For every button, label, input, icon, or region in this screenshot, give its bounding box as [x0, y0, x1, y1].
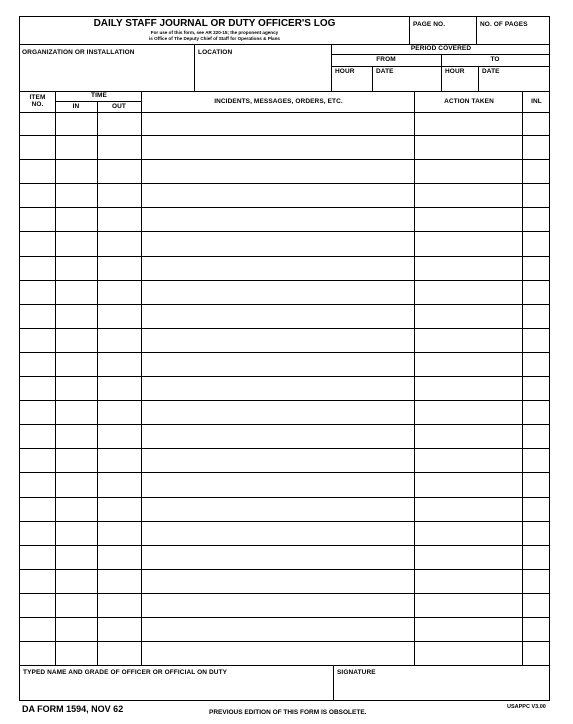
time-out-cell[interactable]	[97, 594, 141, 617]
time-out-cell[interactable]	[97, 377, 141, 400]
action-taken-cell[interactable]	[414, 305, 522, 328]
item-no-cell[interactable]	[20, 401, 55, 424]
signature-field[interactable]	[333, 666, 549, 700]
table-row	[20, 257, 549, 281]
incidents-cell[interactable]	[141, 232, 414, 255]
action-taken-cell[interactable]	[414, 449, 522, 472]
action-taken-cell[interactable]	[414, 257, 522, 280]
time-out-cell[interactable]	[97, 642, 141, 665]
table-row	[20, 473, 549, 497]
incidents-cell[interactable]	[141, 546, 414, 569]
table-row	[20, 449, 549, 473]
action-taken-cell[interactable]	[414, 594, 522, 617]
table-row	[20, 353, 549, 377]
action-taken-cell[interactable]	[414, 208, 522, 231]
inl-cell[interactable]	[522, 401, 549, 424]
action-taken-cell[interactable]	[414, 232, 522, 255]
inl-cell[interactable]	[522, 112, 549, 135]
time-out-cell[interactable]	[97, 473, 141, 496]
inl-cell[interactable]	[522, 618, 549, 641]
inl-cell[interactable]	[522, 353, 549, 376]
table-row	[20, 136, 549, 160]
no-of-pages-label: NO. OF PAGES	[480, 21, 528, 28]
incidents-cell[interactable]	[141, 281, 414, 304]
item-no-cell[interactable]	[20, 570, 55, 593]
table-row	[20, 401, 549, 425]
to-hour-field[interactable]	[441, 66, 478, 91]
table-row	[20, 160, 549, 184]
item-no-cell[interactable]	[20, 305, 55, 328]
organization-field[interactable]	[20, 45, 194, 91]
time-out-cell[interactable]	[97, 257, 141, 280]
action-taken-cell[interactable]	[414, 401, 522, 424]
inl-cell[interactable]	[522, 329, 549, 352]
action-taken-cell[interactable]	[414, 618, 522, 641]
inl-cell[interactable]	[522, 160, 549, 183]
from-label: FROM	[376, 56, 396, 63]
incidents-cell[interactable]	[141, 425, 414, 448]
time-out-cell[interactable]	[97, 329, 141, 352]
item-no-cell[interactable]	[20, 281, 55, 304]
incidents-cell[interactable]	[141, 353, 414, 376]
inl-cell[interactable]	[522, 449, 549, 472]
item-no-cell[interactable]	[20, 160, 55, 183]
time-in-cell[interactable]	[55, 377, 97, 400]
incidents-cell[interactable]	[141, 160, 414, 183]
item-no-cell[interactable]	[20, 522, 55, 545]
action-taken-cell[interactable]	[414, 329, 522, 352]
table-row	[20, 329, 549, 353]
item-no-cell[interactable]	[20, 642, 55, 665]
action-taken-cell[interactable]	[414, 160, 522, 183]
action-taken-cell[interactable]	[414, 473, 522, 496]
time-out-cell[interactable]	[97, 305, 141, 328]
item-no-cell[interactable]	[20, 353, 55, 376]
item-no-cell[interactable]	[20, 425, 55, 448]
time-in-cell[interactable]	[55, 546, 97, 569]
time-in-cell[interactable]	[55, 594, 97, 617]
inl-cell[interactable]	[522, 208, 549, 231]
time-out-cell[interactable]	[97, 570, 141, 593]
time-out-cell[interactable]	[97, 208, 141, 231]
page-no-label: PAGE NO.	[413, 21, 446, 28]
time-in-cell[interactable]	[55, 618, 97, 641]
action-taken-cell[interactable]	[414, 184, 522, 207]
incidents-label: INCIDENTS, MESSAGES, ORDERS, ETC.	[214, 98, 343, 105]
incidents-cell[interactable]	[141, 618, 414, 641]
organization-label: ORGANIZATION OR INSTALLATION	[22, 49, 135, 56]
table-row	[20, 208, 549, 232]
incidents-cell[interactable]	[141, 522, 414, 545]
action-taken-cell[interactable]	[414, 642, 522, 665]
incidents-cell[interactable]	[141, 570, 414, 593]
incidents-cell[interactable]	[141, 594, 414, 617]
time-in-cell[interactable]	[55, 425, 97, 448]
from-hour-label: HOUR	[335, 68, 355, 75]
inl-cell[interactable]	[522, 377, 549, 400]
item-no-cell[interactable]	[20, 594, 55, 617]
action-taken-cell[interactable]	[414, 112, 522, 135]
time-in-cell[interactable]	[55, 184, 97, 207]
incidents-cell[interactable]	[141, 305, 414, 328]
typed-name-field[interactable]	[20, 666, 333, 700]
time-out-cell[interactable]	[97, 449, 141, 472]
time-out-cell[interactable]	[97, 498, 141, 521]
to-date-field[interactable]	[478, 66, 549, 91]
item-no-cell[interactable]	[20, 377, 55, 400]
time-in-cell[interactable]	[55, 208, 97, 231]
time-in-cell[interactable]	[55, 401, 97, 424]
item-no-header	[20, 91, 55, 112]
to-date-label: DATE	[482, 68, 500, 75]
item-no-cell[interactable]	[20, 449, 55, 472]
to-hour-label: HOUR	[445, 68, 465, 75]
item-no-cell[interactable]	[20, 498, 55, 521]
inl-label: INL	[531, 98, 542, 105]
journal-rows	[20, 112, 549, 666]
time-in-cell[interactable]	[55, 112, 97, 135]
time-in-cell[interactable]	[55, 473, 97, 496]
action-taken-cell[interactable]	[414, 425, 522, 448]
time-in-cell[interactable]	[55, 281, 97, 304]
incidents-cell[interactable]	[141, 377, 414, 400]
incidents-cell[interactable]	[141, 449, 414, 472]
table-row	[20, 642, 549, 666]
time-in-cell[interactable]	[55, 160, 97, 183]
table-row	[20, 184, 549, 208]
inl-cell[interactable]	[522, 257, 549, 280]
typed-name-label: TYPED NAME AND GRADE OF OFFICER OR OFFICIAL ON DUTY	[23, 669, 228, 676]
from-date-field[interactable]	[372, 66, 441, 91]
title-block	[20, 17, 409, 45]
action-taken-cell[interactable]	[414, 136, 522, 159]
page-no-field[interactable]	[409, 17, 476, 45]
time-label: TIME	[91, 92, 107, 99]
to-label: TO	[490, 56, 500, 63]
time-in-cell[interactable]	[55, 257, 97, 280]
item-no-cell[interactable]	[20, 257, 55, 280]
time-out-cell[interactable]	[97, 546, 141, 569]
item-no-cell[interactable]	[20, 208, 55, 231]
incidents-cell[interactable]	[141, 112, 414, 135]
table-row	[20, 281, 549, 305]
time-in-cell[interactable]	[55, 449, 97, 472]
action-taken-cell[interactable]	[414, 498, 522, 521]
incidents-cell[interactable]	[141, 498, 414, 521]
action-taken-cell[interactable]	[414, 570, 522, 593]
incidents-cell[interactable]	[141, 257, 414, 280]
incidents-cell[interactable]	[141, 136, 414, 159]
inl-cell[interactable]	[522, 473, 549, 496]
table-row	[20, 570, 549, 594]
form-title: DAILY STAFF JOURNAL OR DUTY OFFICER'S LOG	[93, 18, 336, 29]
table-row	[20, 546, 549, 570]
inl-cell[interactable]	[522, 184, 549, 207]
period-covered-label: PERIOD COVERED	[410, 45, 472, 52]
action-taken-cell[interactable]	[414, 281, 522, 304]
action-taken-cell[interactable]	[414, 377, 522, 400]
action-taken-cell[interactable]	[414, 522, 522, 545]
item-no-cell[interactable]	[20, 546, 55, 569]
table-row	[20, 377, 549, 401]
time-out-cell[interactable]	[97, 232, 141, 255]
inl-cell[interactable]	[522, 425, 549, 448]
item-no-cell[interactable]	[20, 136, 55, 159]
version-label: USAPPC V3.00	[507, 704, 546, 710]
item-no-label-line1: ITEM	[29, 94, 46, 101]
item-no-cell[interactable]	[20, 618, 55, 641]
time-out-cell[interactable]	[97, 136, 141, 159]
from-hour-field[interactable]	[331, 66, 372, 91]
item-no-cell[interactable]	[20, 232, 55, 255]
time-out-cell[interactable]	[97, 160, 141, 183]
incidents-cell[interactable]	[141, 642, 414, 665]
obsolete-notice: PREVIOUS EDITION OF THIS FORM IS OBSOLETE.	[209, 709, 367, 716]
time-out-cell[interactable]	[97, 618, 141, 641]
location-label: LOCATION	[198, 49, 233, 56]
form-subtitle-2: is Office of The Deputy Chief of Staff for Operations & Plans	[149, 36, 280, 41]
form-subtitle-1: For use of this form, see AR 220-15; the proponent agency	[150, 30, 279, 35]
table-row	[20, 618, 549, 642]
table-row	[20, 232, 549, 256]
action-taken-cell[interactable]	[414, 546, 522, 569]
incidents-cell[interactable]	[141, 208, 414, 231]
time-in-cell[interactable]	[55, 498, 97, 521]
time-in-cell[interactable]	[55, 329, 97, 352]
time-out-cell[interactable]	[97, 353, 141, 376]
incidents-cell[interactable]	[141, 401, 414, 424]
inl-cell[interactable]	[522, 281, 549, 304]
journal-form	[19, 16, 550, 701]
form-id: DA FORM 1594, NOV 62	[22, 704, 124, 714]
time-out-cell[interactable]	[97, 522, 141, 545]
inl-cell[interactable]	[522, 498, 549, 521]
inl-cell[interactable]	[522, 232, 549, 255]
incidents-cell[interactable]	[141, 184, 414, 207]
time-in-cell[interactable]	[55, 353, 97, 376]
location-field[interactable]	[194, 45, 331, 91]
time-out-cell[interactable]	[97, 425, 141, 448]
from-date-label: DATE	[376, 68, 394, 75]
item-no-cell[interactable]	[20, 473, 55, 496]
time-out-cell[interactable]	[97, 281, 141, 304]
item-no-label-line2: NO.	[31, 101, 44, 108]
incidents-cell[interactable]	[141, 473, 414, 496]
inl-cell[interactable]	[522, 594, 549, 617]
inl-cell[interactable]	[522, 522, 549, 545]
item-no-cell[interactable]	[20, 329, 55, 352]
inl-cell[interactable]	[522, 136, 549, 159]
action-taken-cell[interactable]	[414, 353, 522, 376]
time-in-label: IN	[72, 103, 80, 110]
inl-cell[interactable]	[522, 546, 549, 569]
table-row	[20, 498, 549, 522]
inl-cell[interactable]	[522, 570, 549, 593]
inl-header	[522, 91, 549, 112]
time-in-cell[interactable]	[55, 232, 97, 255]
action-taken-label: ACTION TAKEN	[444, 98, 494, 105]
table-row	[20, 425, 549, 449]
incidents-header	[141, 91, 414, 112]
no-of-pages-field[interactable]	[476, 17, 549, 45]
table-row	[20, 305, 549, 329]
table-row	[20, 594, 549, 618]
time-out-cell[interactable]	[97, 401, 141, 424]
time-in-cell[interactable]	[55, 642, 97, 665]
time-in-cell[interactable]	[55, 136, 97, 159]
time-out-label: OUT	[111, 103, 127, 110]
time-in-cell[interactable]	[55, 522, 97, 545]
incidents-cell[interactable]	[141, 329, 414, 352]
action-taken-header	[414, 91, 522, 112]
time-out-cell[interactable]	[97, 112, 141, 135]
inl-cell[interactable]	[522, 642, 549, 665]
signature-label: SIGNATURE	[337, 669, 376, 676]
time-in-cell[interactable]	[55, 570, 97, 593]
table-row	[20, 112, 549, 136]
inl-cell[interactable]	[522, 305, 549, 328]
time-in-cell[interactable]	[55, 305, 97, 328]
time-out-cell[interactable]	[97, 184, 141, 207]
item-no-cell[interactable]	[20, 184, 55, 207]
table-row	[20, 522, 549, 546]
item-no-cell[interactable]	[20, 112, 55, 135]
